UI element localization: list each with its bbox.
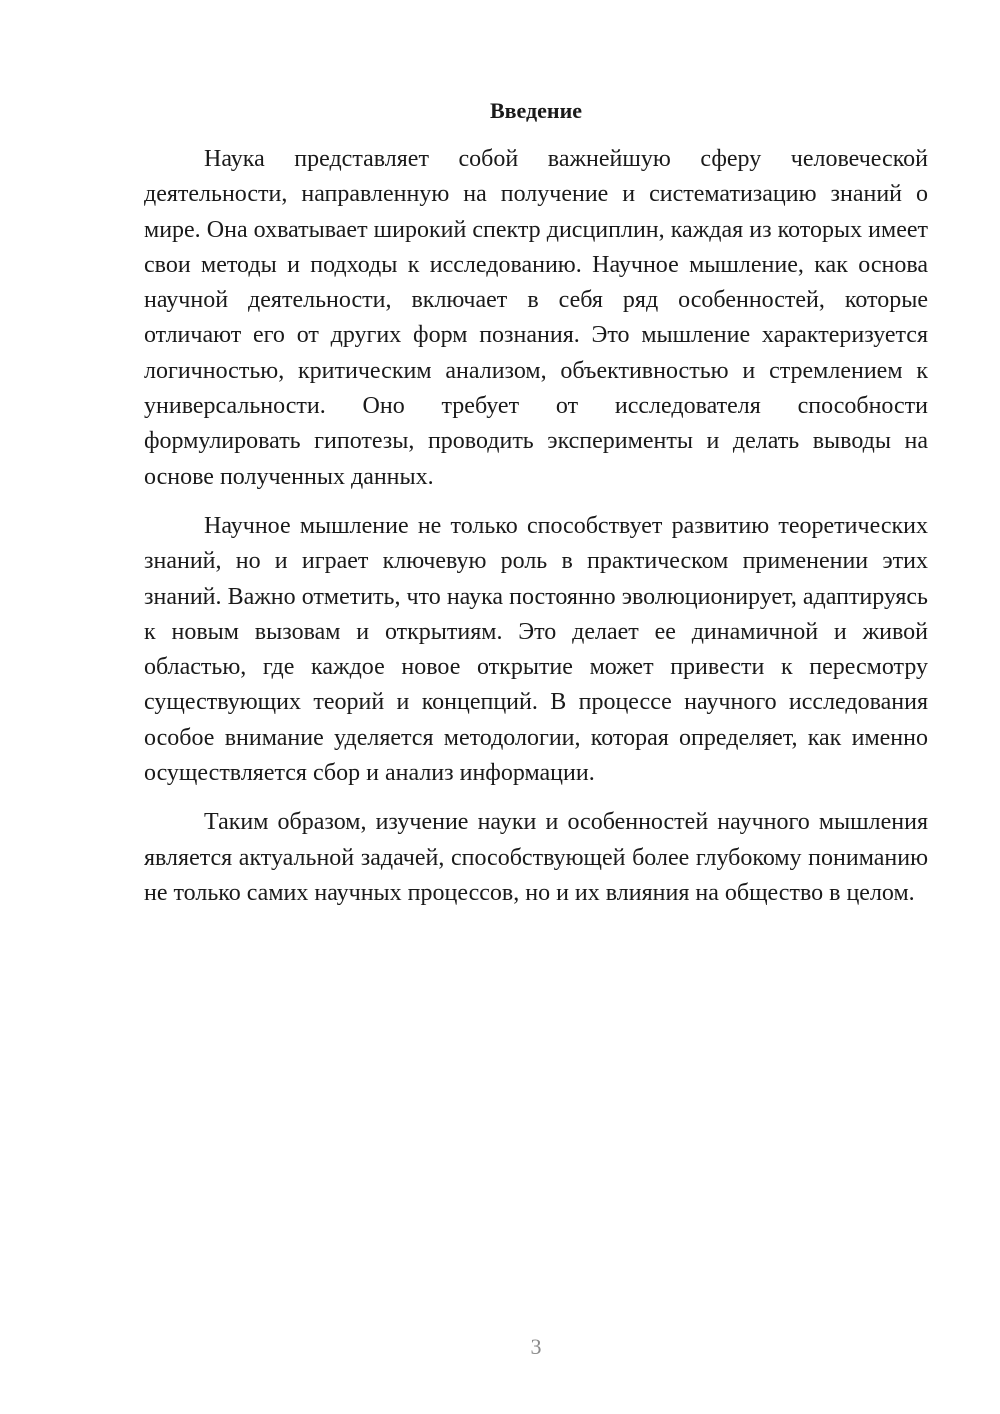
page-number: 3: [530, 1334, 542, 1359]
body-text: [144, 142, 928, 925]
section-heading: Введение: [489, 98, 583, 123]
paragraph-3: Таким образом, изучение науки и особенностей научного мышления является актуальной задачей, способствующей более глубокому пониманию не только самих научных процессов, но и их влияния на общество в целом.: [144, 809, 928, 906]
paragraph-2: Научное мышление не только способствует развитию теоретических знаний, но и играет ключевую роль в практическом применении этих знаний. Важно отметить, что наука постоянно эволюционирует, адаптируясь к новым вызовам и открытиям. Это делает ее динамичной и живой областью, где каждое новое открытие может привести к пересмотру существующих теорий и концепций. В процессе научного исследования особое внимание уделяется методологии, которая определяет, как именно осуществляется сбор и анализ информации.: [144, 512, 928, 787]
paragraph-1: Наука представляет собой важнейшую сферу человеческой деятельности, направленную на получение и систематизацию знаний о мире. Она охватывает широкий спектр дисциплин, каждая из которых имеет свои методы и подходы к исследованию. Научное мышление, как основа научной деятельности, включает в себя ряд особенностей, которые отличают его от других форм познания. Это мышление характеризуется логичностью, критическим анализом, объективностью и стремлением к универсальности. Оно требует от исследователя способности формулировать гипотезы, проводить эксперименты и делать выводы на основе полученных данных.: [144, 146, 928, 490]
